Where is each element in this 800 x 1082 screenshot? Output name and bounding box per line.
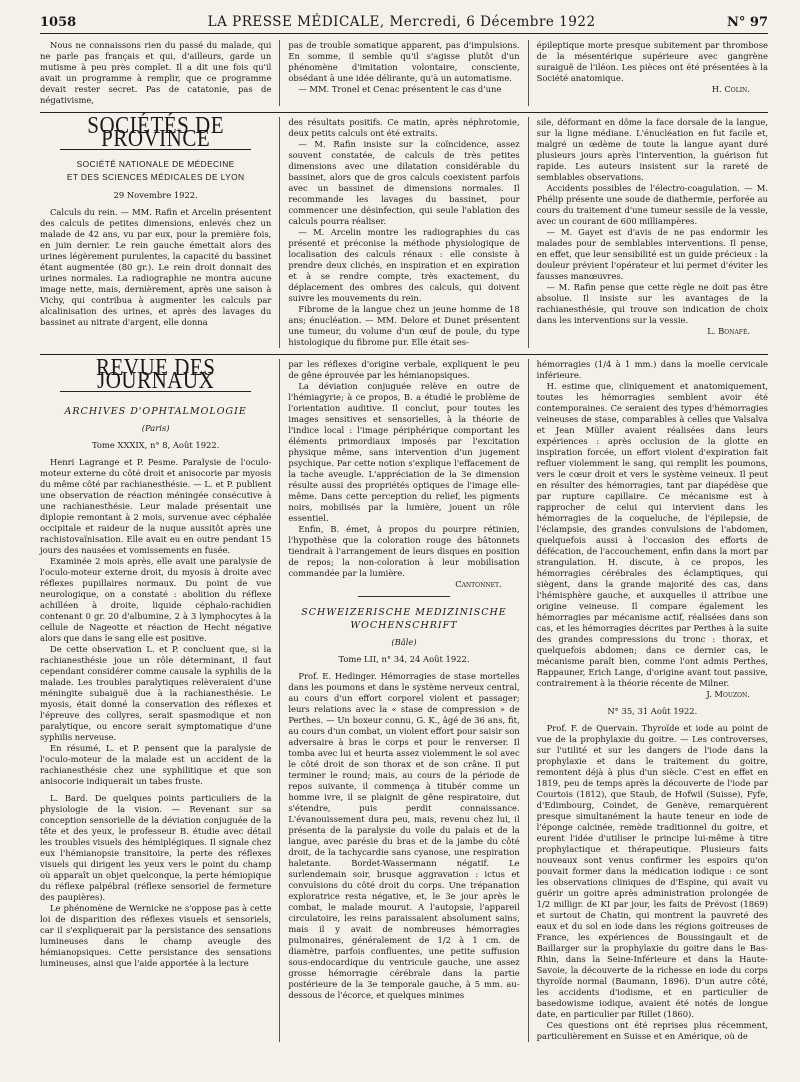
paragraph: — M. Rafin insiste sur la coïncidence, assez souvent constatée, de calculs de très petites dimensions avec une dilatation considérable du bassinet, alors que de gros calculs coexistent parfois avec un bassinet de dimensions normales. Il recommande les lavages du bassinet, pour commencer une désinfection, qui seule l'ablation des calculs pourra réaliser.	[288, 139, 520, 226]
society-line-1: SOCIÉTÉ NATIONALE DE MÉDECINE	[76, 159, 235, 169]
paragraph: — MM. Tronel et Cenac présentent le cas d'une	[298, 84, 502, 94]
societes-section	[40, 111, 768, 348]
journal-tome: Tome LII, n° 34, 24 Août 1922.	[338, 654, 470, 664]
journal-city: (Paris)	[141, 423, 170, 433]
page-number: 1058	[40, 15, 77, 30]
paragraph: Henri Lagrange et P. Pesme. Paralysie de l'oculo-moteur externe du côté droit et anisocorie par myosis du même côté par rachianesthésie. — L. et P. publient une observation de réaction méningée consécutive à une rachianesthésie. Leur malade présentait une diplopie remontant à 2 mois, survenue avec céphalée occipitale et raideur de la nuque aussitôt après une rachistovaïnisation. Elle avait eu en outre pendant 15 jours des nausées et vomissements en fusée.	[40, 457, 272, 555]
signature: L. Bonafé.	[707, 326, 750, 336]
journal-title: LA PRESSE MÉDICALE, Mercredi, 6 Décembre 1922	[207, 14, 596, 30]
paragraph: En résumé, L. et P. pensent que la paralysie de l'oculo-moteur de la malade est un accident de la rachianesthésie chez une syphilitique et que son anisocorie indiquerait un tabes fruste.	[40, 743, 272, 786]
soc-col-3	[537, 117, 768, 348]
masthead	[40, 14, 768, 34]
revue-col-1	[40, 353, 272, 1042]
paragraph: Enfin, B. émet, à propos du pourpre rétinien, l'hypothèse que la coloration rouge des bâtonnets tiendrait à l'arrangement de leurs disques en position de repos; la non-coloration à leur mobilisation commandée par la lumière.	[288, 524, 520, 578]
top-col-3	[537, 40, 768, 106]
soc-col-2	[288, 117, 519, 348]
society-line-2: ET DES SCIENCES MÉDICALES DE LYON	[66, 172, 245, 182]
paragraph: hémorragies (1/4 à 1 mm.) dans la moelle cervicale inférieure.	[536, 359, 768, 380]
paragraph: La déviation conjuguée relève en outre de l'hémiagyrie; à ce propos, B. a étudié le problème de l'orientation auditive. Il conclut, pour toutes les images sensitives et sensorielles, à la théorie de l'indice local : l'image périphérique comportant les éléments primordiaux imposés par l'excitation physique même, sans intervention d'un jugement psychique. Par cette notion s'explique l'effacement de la tache aveugle. L'appréciation de la 3e dimension résulte aussi des propriétés optiques de l'image elle-même. Dans cette perception du relief, les pigments noirs, mobilisés par la lumière, jouent un rôle essentiel.	[288, 381, 520, 523]
paragraph: par les réflexes d'origine verbale, expliquent le peu de gêne éprouvée par les hémianopsiques.	[288, 359, 520, 380]
paragraph: Ces questions ont été reprises plus récemment, particulièrement en Suisse et en Amérique, où de	[536, 1020, 768, 1041]
section-title: SOCIÉTÉS DE PROVINCE	[87, 111, 225, 152]
paragraph: Prof. E. Hedinger. Hémorragies de stase mortelles dans les poumons et dans le système nerveux central, au cours d'un effort corporel violent et passager; leurs relations avec la « stase de compression » de Perthes. — Un boxeur connu, G. K., âgé de 36 ans, fit, au cours d'un combat, un violent effort pour saisir son adversaire à bras le corps et pour le renverser. Il tomba avec lui et heurta assez violemment le sol avec le côté droit de son thorax et de son crâne. Il put terminer le round; mais, au cours de la période de repos suivante, il commença à titubér comme un homme ivre, il se plaignit de gêne respiratoire, dut s'étendre, puis perdit connaissance. L'évanouissement dura peu, mais, revenu chez lui, il présenta de la paralysie du voile du palais et de la langue, avec parésie du bras et de la jambe du côté droit, de la tachycardie sans cyanose, une respiration haletante. Bordet-Wassermann négatif. Le surlendemain soir, brusque aggravation : ictus et convulsions du côté droit du corps. Une trépanation exploratrice resta négative, et, le 3e jour après le combat, le malade mourut. A l'autopsie, l'appareil circulatoire, les reins paraissaient absolument sains, mais il y avait de nombreuses hémorragies pulmonaires, généralement de 1/2 à 1 cm. de diamètre, parfois confluentes, une petite suffusion sous-endocardique du ventricule gauche, une assez grosse hémorragie cérébrale dans la partie postérieure de la 3e temporale gauche, à 5 mm. au-dessous de l'écorce, et quelques minimes	[288, 671, 520, 1000]
paragraph: pas de trouble somatique apparent, pas d'impulsions. En somme, il semble qu'il s'agisse plutôt d'un phénomène d'imitation volontaire, consciente, obsédant à une idée délirante, qu'à un automatisme.	[288, 40, 520, 83]
session-date: 29 Novembre 1922.	[113, 190, 198, 200]
signature: Cantonnet.	[455, 579, 502, 589]
paragraph: — M. Gayet est d'avis de ne pas endormir les malades pour de semblables interventions. Il pense, en effet, que leur sensibilité est un guide précieux : la douleur prévient l'opérateur et lui permet d'éviter les fausses manœuvres.	[536, 227, 768, 281]
paragraph: épileptique morte presque subitement par thrombose de la mésentérique supérieure avec gangrène suraiguë de l'iléon. Les pièces ont été présentées à la Société anatomique.	[536, 40, 768, 83]
paragraph: H. estime que, cliniquement et anatomiquement, toutes les hémorragies semblent avoir été contemporaines. Ce seraient des types d'hémorragies veineuses de stase, comparables à celles que Valsalva et Jean Müller avaient réalisées dans leurs expériences : après occlusion de la glotte en inspiration forcée, un effort violent d'expiration fait refluer violemment le sang, qui remplit les poumons, vers le cœur droit et vers le système veineux. Il peut en résulter des hémorragies, tant par diapédèse que par rupture capillaire. Ce mécanisme est à rapprocher de celui qui intervient dans les hémorragies de la coqueluche, de l'épilepsie, de l'éclampsie, des grandes convulsions de l'abdomen, quelquefois aussi à l'occasion des efforts de défécation, de l'accouchement, enfin dans la mort par strangulation. H. discute, à ce propos, les hémorragies cérébrales des éclamptiques, qui siègent, dans la grande majorité des cas, dans l'hémisphère gauche, et auxquelles il attribue une origine veineuse. Il compare également les hémorragies par mécanisme actif, réalisées dans son cas, et les hémorragies décrites par Perthes à la suite des grandes compressions du tronc : thorax, et quelquefois abdomen; dans ce dernier cas, le mécanisme paraît bien, comme l'ont admis Perthes, Rappauner, Erich Lange, d'origine avant tout passive, contrairement à la théorie récente de Milner.	[536, 381, 768, 688]
revue-col-3	[537, 359, 768, 1042]
soc-col-1	[40, 111, 272, 348]
top-section	[40, 40, 768, 106]
revue-section	[40, 353, 768, 1042]
paragraph: De cette observation L. et P. concluent que, si la rachianesthésie joue un rôle déterminant, il faut cependant considérer comme causale la syphilis de la malade. Les troubles paralytiques relèveraient d'une méningite subaiguë due à la rachianesthésie. Le myosis, était donné la conservation des réflexes et l'épreuve des collyres, serait spasmodique et non paralytique, ou encore serait symptomatique d'une syphilis nerveuse.	[40, 644, 272, 742]
journal-name-2: WOCHENSCHRIFT	[350, 620, 458, 631]
issue-subheading: N° 35, 31 Août 1922.	[607, 706, 698, 716]
paragraph: des résultats positifs. Ce matin, après néphrotomie, deux petits calculs ont été extraits.	[288, 117, 520, 138]
paragraph: Nous ne connaissons rien du passé du malade, qui ne parle pas français et qui, d'ailleurs, garde un mutisme à peu près complet. Il a dit une fois qu'il avait un programme à remplir, que ce programme devait rester secret. Pas de catatonie, pas de négativisme,	[40, 40, 272, 105]
journal-name: SCHWEIZERISCHE MEDIZINISCHE	[301, 607, 507, 618]
paragraph: — M. Rafin pense que cette règle ne doit pas être absolue. Il insiste sur les avantages de la rachianesthésie, qui trouve son indication de choix dans les interventions sur la vessie.	[536, 282, 768, 325]
revue-col-2	[288, 359, 519, 1042]
paragraph: sile, déformant en dôme la face dorsale de la langue, sur la ligne médiane. L'énucléation en fut facile et, malgré un œdème de toute la langue ayant duré plusieurs jours après l'intervention, la guérison fut rapide. Les auteurs insistent sur la rareté de semblables observations.	[536, 117, 768, 182]
issue-number: N° 97	[726, 15, 768, 30]
signature: H. Colin.	[711, 84, 750, 94]
paragraph: Accidents possibles de l'électro-coagulation. — M. Phélip présente une soude de diathermie, perforée au cours du traitement d'une tumeur sessile de la vessie, avec un courant de 600 milliampères.	[536, 183, 768, 226]
paragraph: Prof. F. de Quervain. Thyroïde et iode au point de vue de la prophylaxie du goitre. — Les controverses, sur l'utilité et sur les dangers de l'iode dans la prophylaxie et dans le traitement du goitre, remontent déjà à plus d'un siècle. C'est en effet en 1819, peu de temps après la découverte de l'iode par Courtois (1812), que Staub, de Hofwil (Suisse), Fyfe, d'Edimbourg, Coindet, de Genève, remarquèrent presque simultanément la haute teneur en iode de l'éponge calcinée, remède traditionnel du goitre, et eurent l'idée d'utiliser le principe lui-même à titre prophylactique et thérapeutique. Plusieurs faits nouveaux sont venus confirmer les espoirs qu'on pouvait former dans la médication iodique : ce sont les observations cliniques de d'Espine, qui avait vu guérir un goitre après administration prolongée de 1/2 milligr. de KI par jour, les faits de Prévost (1869) et surtout de Chatin, qui montrent la pauvreté des eaux et du sol en iode dans les régions goitreuses de France, les expériences de Boussingault et de Baillarger sur la prophylaxie du goitre dans le Bas-Rhin, dans la Seine-Inférieure et dans la Haute-Savoie, la découverte de la richesse en iode du corps thyroïde normal (Baumann, 1896). D'un autre côté, les accidents d'iodisme, et en particulier de basedowisme iodique, avaient été notés de longue date, en particulier par Rillet (1860).	[536, 723, 768, 1019]
journal-tome: Tome XXXIX, n° 8, Août 1922.	[91, 440, 220, 450]
paragraph: Calculs du rein. — MM. Rafin et Arcelin présentent des calculs de petites dimensions, enlevés chez un malade de 42 ans, vu par eux, pour la première fois, en juin dernier. Le rein gauche émettait alors des urines légèrement purulentes, la capacité du bassinet étant augmentée (80 gr.). Le rein droit donnait des urines normales. La radiographie ne montra aucune image nette, mais, dernièrement, après une saison à Vichy, qui contribua à augmenter les calculs par alcalinisation des urines, et après des lavages du bassinet au nitrate d'argent, elle donna	[40, 207, 272, 327]
journal-name: ARCHIVES D'OPHTALMOLOGIE	[64, 406, 247, 417]
section-title: REVUE DES JOURNAUX	[95, 353, 216, 394]
top-col-1	[40, 40, 271, 106]
journal-city: (Bâle)	[391, 637, 417, 647]
paragraph: — M. Arcelin montre les radiographies du cas présenté et préconise la méthode physiologique de localisation des calculs rénaux : elle consiste à prendre deux clichés, en inspiration et en expiration et à se rendre compte, très exactement, du déplacement des ombres des calculs, qui doivent suivre les mouvements du rein.	[288, 227, 520, 303]
top-col-2	[288, 40, 519, 106]
paragraph: L. Bard. De quelques points particuliers de la physiologie de la vision. — Revenant sur sa conception sensorielle de la déviation conjuguée de la tête et des yeux, le professeur B. étudie avec détail les troubles visuels des hémiplégiques. Il signale chez eux l'hémianopsie transitoire, la perte des réflexes visuels qui dirigent les yeux vers le point du champ où apparaît un objet quelconque, la perte hémiopique du réflexe palpébral (réflexe sensoriel de fermeture des paupières).	[40, 793, 272, 902]
paragraph: Examinée 2 mois après, elle avait une paralysie de l'oculo-moteur externe droit, du myosis à droite avec réflexes pupillaires normaux. Du point de vue neurologique, on a constaté : abolition du réflexe achilléen à droite, liquide céphalo-rachidien contenant 0 gr. 20 d'albumine, 2 à 3 lymphocytes à la cellule de Nageotte et réaction de Hecht négative alors que dans le sang elle est positive.	[40, 556, 272, 643]
paragraph: Le phénomène de Wernicke ne s'oppose pas à cette loi de disparition des réflexes visuels et sensoriels, car il s'expliquerait par la persistance des sensations lumineuses dans le champ aveugle des hémianopsiques. Cette persistance des sensations lumineuses, ainsi que l'aide apportée à la lecture	[40, 903, 272, 968]
society-name	[40, 158, 271, 184]
signature: J. Mouzon.	[706, 689, 750, 699]
journal-page	[40, 14, 768, 1042]
paragraph: Fibrome de la langue chez un jeune homme de 18 ans; énucléation. — MM. Delore et Dunet présentent une tumeur, du volume d'un œuf de poule, du type histologique du fibrome pur. Elle était ses-	[288, 304, 520, 347]
